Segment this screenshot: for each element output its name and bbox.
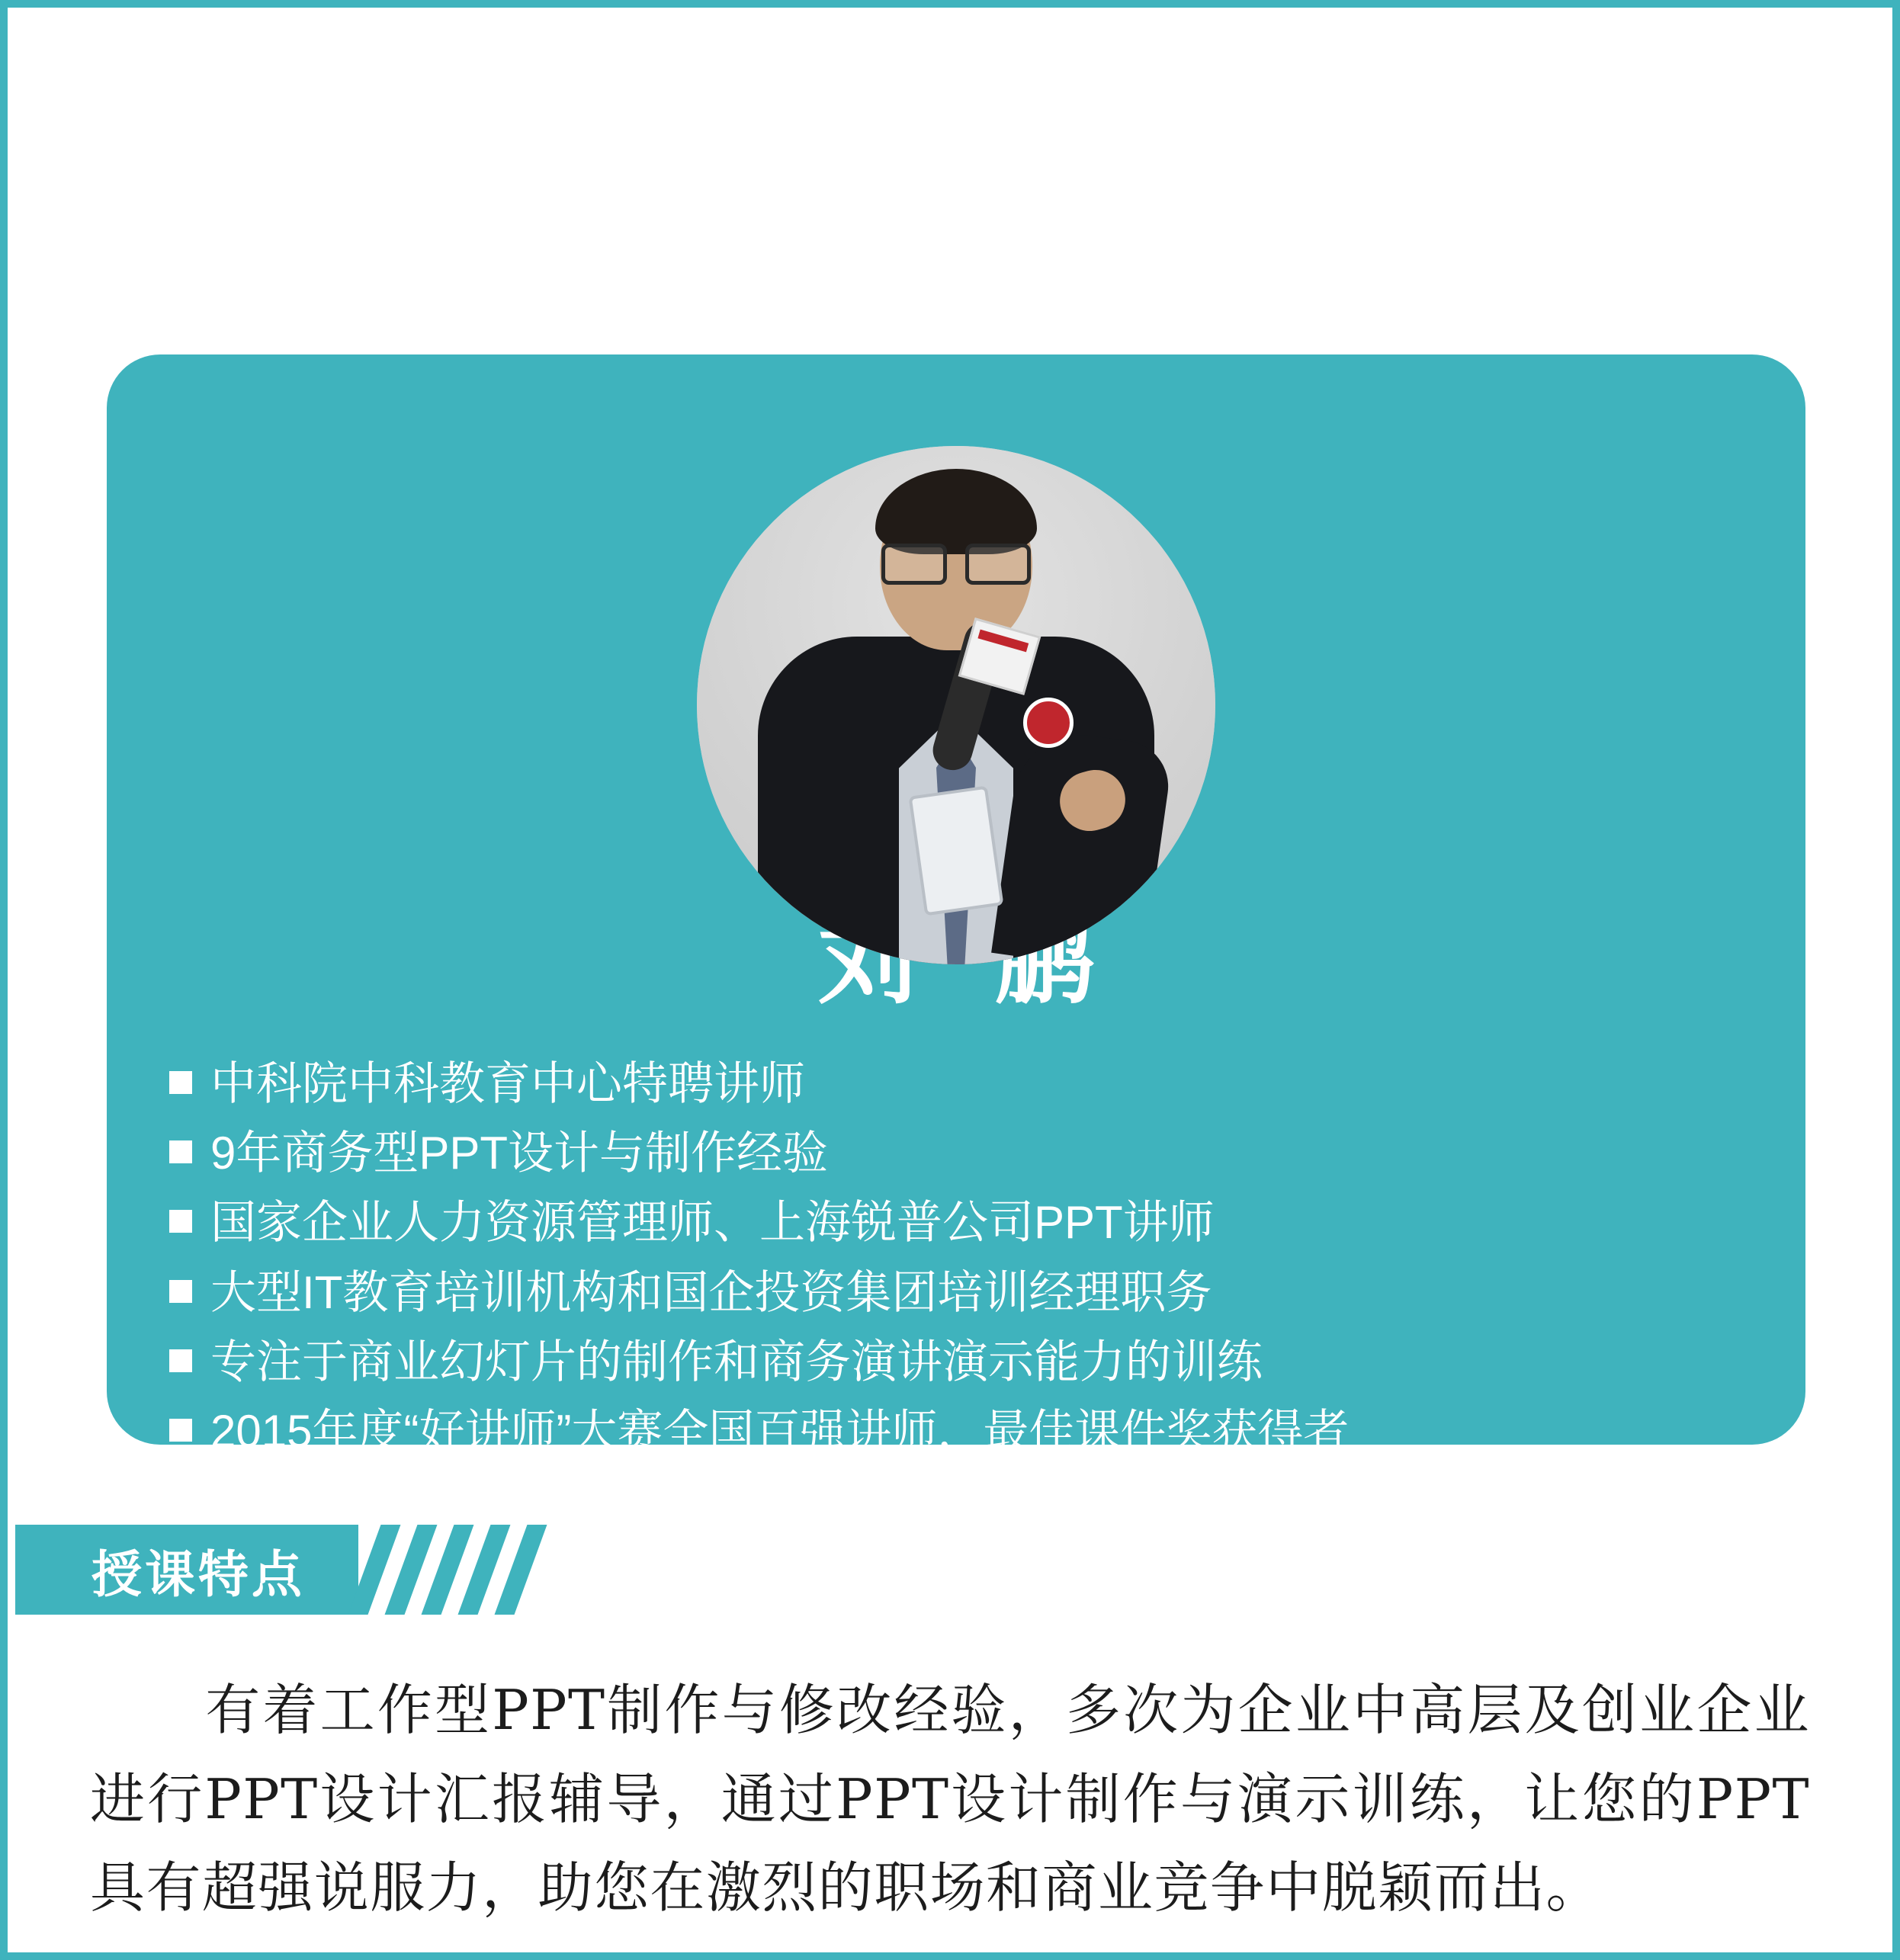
list-item (169, 1334, 1760, 1390)
list-item (169, 1125, 1760, 1181)
glasses-icon (881, 544, 1031, 580)
list-item-label: 专注于商业幻灯片的制作和商务演讲演示能力的训练 (210, 1336, 1263, 1387)
list-item (169, 1056, 1760, 1112)
profile-card (107, 354, 1805, 1457)
list-item (169, 1265, 1760, 1320)
list-item-label: 国家企业人力资源管理师、上海锐普公司PPT讲师 (210, 1197, 1215, 1249)
figure-badge-card (909, 786, 1004, 916)
square-bullet-icon (169, 1071, 192, 1094)
square-bullet-icon (169, 1349, 192, 1372)
square-bullet-icon (169, 1140, 192, 1163)
credentials-list (169, 1056, 1760, 1473)
list-item-label: 9年商务型PPT设计与制作经验 (210, 1128, 829, 1179)
section-paragraph: 有着工作型PPT制作与修改经验，多次为企业中高层及创业企业进行PPT设计汇报辅导，通过PPT设计制作与演示训练，让您的PPT具有超强说服力，助您在激烈的职场和商业竞争中脱颖而出。 (90, 1678, 1810, 1920)
list-item-label: 中科院中科教育中心特聘讲师 (210, 1058, 805, 1109)
round-badge-icon (1023, 698, 1074, 748)
slash-decoration-icon (358, 1525, 534, 1615)
speaker-photo (697, 446, 1215, 964)
photo-background (697, 446, 1215, 964)
figure-hair (875, 469, 1037, 554)
section-heading (15, 1525, 534, 1615)
square-bullet-icon (169, 1210, 192, 1233)
list-item (169, 1403, 1760, 1459)
list-item-label: 2015年度“好讲师”大赛全国百强讲师，最佳课件奖获得者 (210, 1405, 1350, 1457)
square-bullet-icon (169, 1419, 192, 1442)
square-bullet-icon (169, 1280, 192, 1303)
list-item-label: 大型IT教育培训机构和国企投资集团培训经理职务 (210, 1266, 1212, 1318)
list-item (169, 1195, 1760, 1250)
section-title: 授课特点 (15, 1525, 358, 1615)
